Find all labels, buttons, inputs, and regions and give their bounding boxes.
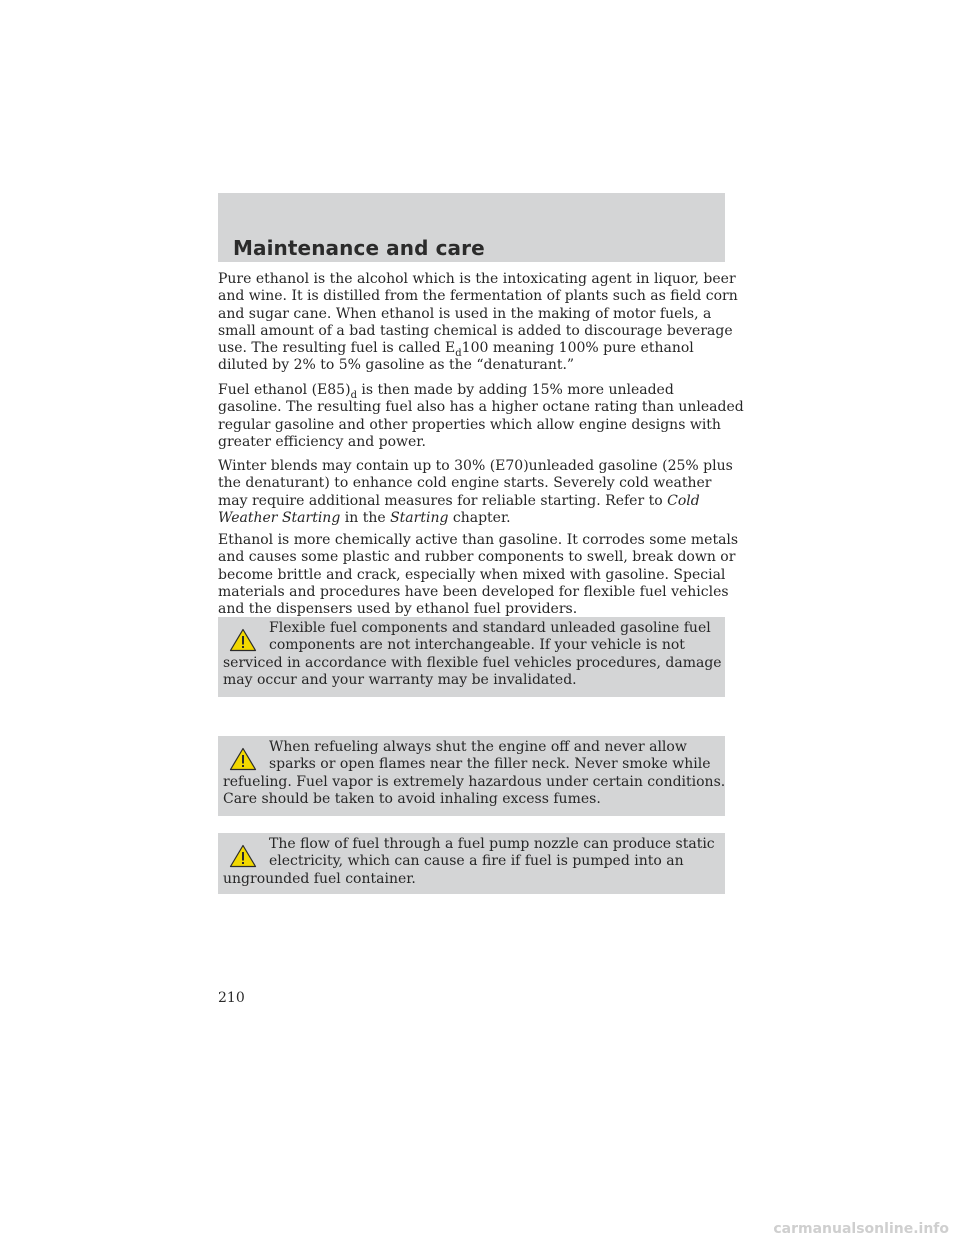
paragraph-fuel-ethanol <box>218 382 744 451</box>
footer-watermark-link[interactable]: carmanualsonline.info <box>773 1221 949 1237</box>
text-line: gasoline. The resulting fuel also has a higher octane rating than unleaded <box>218 399 744 416</box>
text-line: diluted by 2% to 5% gasoline as the “denaturant.” <box>218 357 575 374</box>
text-line: When refueling always shut the engine off and never allow <box>269 739 687 755</box>
text-line: Flexible fuel components and standard unleaded gasoline fuel <box>269 620 711 636</box>
warning-box <box>218 736 725 816</box>
paragraph-pure-ethanol <box>218 271 738 375</box>
paragraph-chemically-active <box>218 532 739 618</box>
warning-box <box>218 617 725 697</box>
text-line: components are not interchangeable. If your vehicle is not <box>269 637 685 654</box>
text-line: regular gasoline and other properties which allow engine designs with <box>218 416 721 433</box>
text-line: Care should be taken to avoid inhaling excess fumes. <box>223 790 601 807</box>
text-line: and wine. It is distilled from the fermentation of plants such as field corn <box>218 288 738 305</box>
text-line: and sugar cane. When ethanol is used in the making of motor fuels, a <box>218 305 712 322</box>
text-line <box>218 493 725 510</box>
text-line: refueling. Fuel vapor is extremely hazardous under certain conditions. <box>223 773 726 790</box>
page-number: 210 <box>218 990 245 1006</box>
text-fragment: Fuel ethanol (E85) <box>218 382 351 398</box>
text-line: sparks or open flames near the filler neck. Never smoke while <box>269 756 711 773</box>
cross-reference: Cold <box>667 492 700 509</box>
text-line: may occur and your warranty may be invalidated. <box>223 671 577 688</box>
subscript: d <box>350 390 357 401</box>
text-line: and causes some plastic and rubber components to swell, break down or <box>218 549 736 566</box>
warning-text <box>218 836 725 888</box>
warning-text <box>218 620 725 689</box>
text-line: greater efficiency and power. <box>218 433 426 450</box>
text-fragment: is then made by adding 15% more unleaded <box>356 382 674 398</box>
text-line: electricity, which can cause a fire if fuel is pumped into an <box>269 853 684 870</box>
cross-reference: Weather Starting <box>218 509 341 526</box>
text-line: The flow of fuel through a fuel pump nozzle can produce static <box>269 836 715 852</box>
warning-text <box>218 739 725 808</box>
text-line <box>218 510 725 527</box>
text-line: materials and procedures have been developed for flexible fuel vehicles <box>218 583 729 600</box>
text-line: ungrounded fuel container. <box>223 870 416 887</box>
text-fragment: 100 meaning 100% pure ethanol <box>461 340 694 357</box>
cross-reference: Starting <box>390 509 449 526</box>
warning-box <box>218 833 725 894</box>
text-line: small amount of a bad tasting chemical is added to discourage beverage <box>218 322 733 339</box>
text-line: Ethanol is more chemically active than gasoline. It corrodes some metals <box>218 532 739 548</box>
text-fragment: may require additional measures for reliable starting. Refer to <box>218 492 668 509</box>
text-line: Pure ethanol is the alcohol which is the intoxicating agent in liquor, beer <box>218 271 736 287</box>
text-line <box>218 340 725 360</box>
text-line: serviced in accordance with flexible fuel vehicles procedures, damage <box>223 654 722 671</box>
subscript: d <box>455 348 462 360</box>
text-line: Winter blends may contain up to 30% (E70)unleaded gasoline (25% plus <box>218 458 733 474</box>
text-fragment: in the <box>340 509 391 526</box>
paragraph-winter-blends <box>218 458 733 527</box>
section-title: Maintenance and care <box>233 236 485 260</box>
text-line <box>218 382 725 399</box>
text-fragment: chapter. <box>448 509 511 526</box>
text-line: become brittle and crack, especially when mixed with gasoline. Special <box>218 566 726 583</box>
text-fragment: use. The resulting fuel is called E <box>218 340 456 357</box>
section-header <box>218 193 725 262</box>
text-line: the denaturant) to enhance cold engine starts. Severely cold weather <box>218 475 712 492</box>
text-line: and the dispensers used by ethanol fuel providers. <box>218 601 578 618</box>
